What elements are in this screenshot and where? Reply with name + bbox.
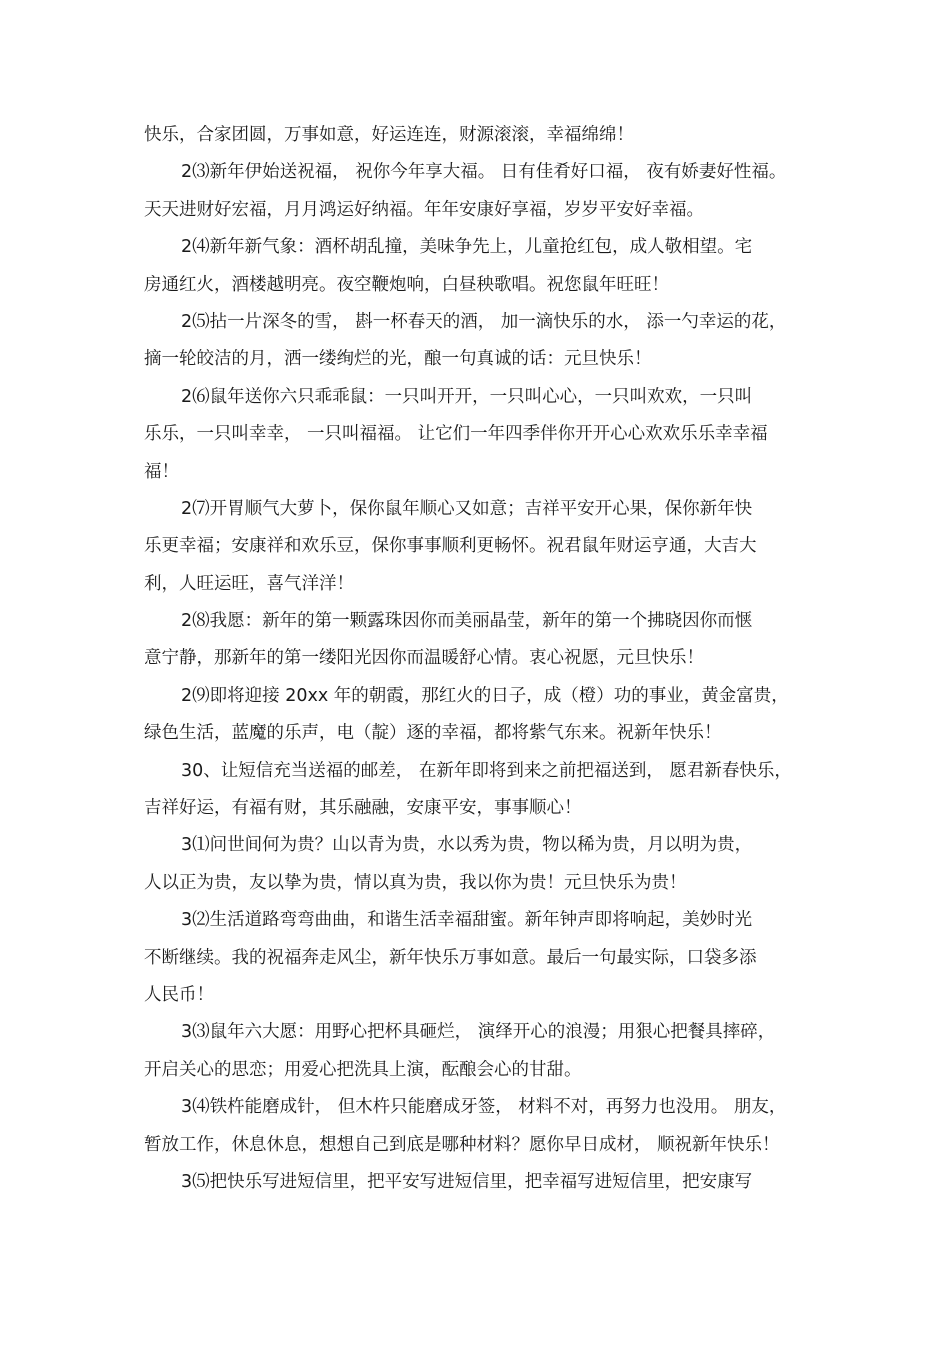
paragraph-line: 房通红火，酒楼越明亮。夜空鞭炮响，白昼秧歌唱。祝您鼠年旺旺！ [144,274,669,295]
paragraph-line: 不断继续。我的祝福奔走风尘，新年快乐万事如意。最后一句最实际，口袋多添 [144,947,757,968]
paragraph-line: 利，人旺运旺，喜气洋洋！ [144,573,354,594]
paragraph-line: 吉祥好运，有福有财，其乐融融，安康平安，事事顺心！ [144,798,582,819]
paragraph-line: 暂放工作，休息休息，想想自己到底是哪种材料？愿你早日成材， 顺祝新年快乐！ [144,1134,780,1155]
paragraph-line: 天天进财好宏福，月月鸿运好纳福。年年安康好享福，岁岁平安好幸福。 [144,199,704,220]
paragraph-first-line: 3⑷铁杵能磨成针， 但木杵只能磨成牙签， 材料不对，再努力也没用。 朋友， [181,1097,787,1118]
paragraph-line: 福！ [144,461,179,482]
paragraph-first-line: 3⑶鼠年六大愿：用野心把杯具砸烂， 演绎开心的浪漫；用狠心把餐具摔碎， [181,1022,776,1043]
paragraph-line: 人民币！ [144,984,214,1005]
paragraph-first-line: 3⑴问世间何为贵？山以青为贵，水以秀为贵，物以稀为贵，月以明为贵， [181,835,753,856]
paragraph-line: 绿色生活，蓝魔的乐声，电（靛）逐的幸福，都将紫气东来。祝新年快乐！ [144,723,722,744]
paragraph-line: 摘一轮皎洁的月，洒一缕绚烂的光，酿一句真诚的话：元旦快乐！ [144,349,652,370]
paragraph-first-line: 2⑺开胃顺气大萝卜，保你鼠年顺心又如意；吉祥平安开心果，保你新年快 [181,498,753,519]
paragraph-first-line: 30、让短信充当送福的邮差， 在新年即将到来之前把福送到， 愿君新春快乐， [181,760,792,781]
paragraph-first-line: 3⑵生活道路弯弯曲曲，和谐生活幸福甜蜜。新年钟声即将响起，美妙时光 [181,910,753,931]
paragraph-line: 意宁静，那新年的第一缕阳光因你而温暖舒心情。衷心祝愿，元旦快乐！ [144,648,704,669]
paragraph-first-line: 2⑶新年伊始送祝福， 祝你今年享大福。 日有佳肴好口福， 夜有娇妻好性福。 [181,162,787,183]
paragraph-first-line: 2⑷新年新气象：酒杯胡乱撞，美味争先上，儿童抢红包，成人敬相望。宅 [181,237,753,258]
paragraph-first-line: 2⑸拈一片深冬的雪， 斟一杯春天的酒， 加一滴快乐的水， 添一勺幸运的花， [181,311,787,332]
paragraph-line: 开启关心的思恋；用爱心把洗具上演，酝酿会心的甘甜。 [144,1059,582,1080]
paragraph-first-line: 2⑹鼠年送你六只乖乖鼠：一只叫开开，一只叫心心，一只叫欢欢，一只叫 [181,386,753,407]
paragraph-line: 乐乐，一只叫幸幸， 一只叫福福。 让它们一年四季伴你开开心心欢欢乐乐幸幸福 [144,424,768,445]
paragraph-first-line: 3⑸把快乐写进短信里，把平安写进短信里，把幸福写进短信里，把安康写 [181,1171,753,1192]
paragraph-line: 人以正为贵，友以挚为贵，情以真为贵，我以你为贵！元旦快乐为贵！ [144,872,687,893]
paragraph-line: 乐更幸福；安康祥和欢乐豆，保你事事顺利更畅怀。祝君鼠年财运亨通，大吉大 [144,536,757,557]
paragraph-first-line: 2⑻我愿：新年的第一颗露珠因你而美丽晶莹，新年的第一个拂晓因你而惬 [181,611,753,632]
paragraph-first-line: 2⑼即将迎接 20xx 年的朝霞，那红火的日子，成（橙）功的事业，黄金富贵， [181,685,789,706]
document-body [144,117,804,1201]
paragraph-first-line: 快乐，合家团圆，万事如意，好运连连，财源滚滚，幸福绵绵！ [144,125,634,145]
